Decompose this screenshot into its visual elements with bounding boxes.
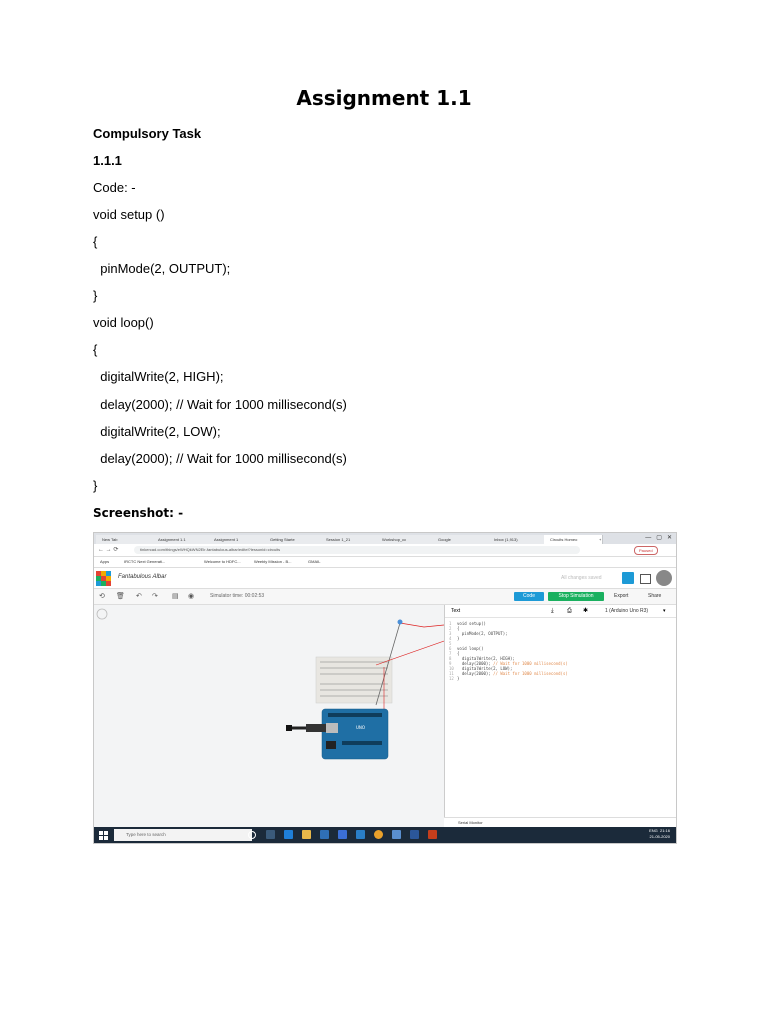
code-editor-line: 1 void setup() xyxy=(449,621,486,626)
code-line: { xyxy=(93,234,98,249)
browser-tab[interactable]: Workshop_cc xyxy=(376,535,435,544)
tinkercad-logo-icon[interactable] xyxy=(96,571,111,586)
serial-monitor-toggle[interactable]: Serial Monitor xyxy=(444,817,677,828)
code-label: Code: - xyxy=(93,180,136,195)
delete-icon[interactable]: 🗑 xyxy=(116,593,125,600)
browser-tab-active[interactable]: Circuits Homeo xyxy=(544,535,603,544)
download-icon[interactable]: ⤓ xyxy=(551,608,554,614)
code-editor-line: 3 pinMode(2, OUTPUT); xyxy=(449,631,508,636)
photos-icon[interactable] xyxy=(392,830,401,839)
chevron-down-icon[interactable]: ▾ xyxy=(663,608,666,614)
code-line: pinMode(2, OUTPUT); xyxy=(93,261,231,276)
bookmark-item[interactable]: Welcome to HDFC... xyxy=(204,559,241,564)
new-tab-icon[interactable]: + xyxy=(599,537,602,542)
bookmarks-bar xyxy=(94,557,676,568)
wire-signal xyxy=(400,623,444,627)
browser-tab[interactable]: Assignment 1 xyxy=(208,535,267,544)
code-line: } xyxy=(93,288,98,303)
tray-language: ENG xyxy=(649,828,658,833)
code-editor-line: 8 digitalWrite(2, HIGH); xyxy=(449,656,515,661)
code-editor-line: 9 delay(2000); // Wait for 1000 millisecond(s) xyxy=(449,661,568,666)
upload-icon[interactable]: ⎙ xyxy=(567,608,572,614)
nav-arrows-icon[interactable]: ← → ⟳ xyxy=(98,547,119,553)
windows-taskbar xyxy=(94,827,676,843)
document-title: Assignment 1.1 xyxy=(296,86,472,110)
browser-tab[interactable]: Google xyxy=(432,535,491,544)
circuit-toolbar xyxy=(94,589,676,605)
cortana-icon[interactable] xyxy=(248,831,256,839)
edge-icon[interactable] xyxy=(284,830,293,839)
circuit-drawing xyxy=(94,605,444,827)
code-line: } xyxy=(93,478,98,493)
browser-tab-strip xyxy=(94,533,676,544)
project-name[interactable]: Fantabulous Albar xyxy=(118,574,167,580)
tray-date: 21-05-2020 xyxy=(649,834,670,839)
code-editor-line: 5 xyxy=(449,641,452,646)
redo-icon[interactable]: ↷ xyxy=(152,593,158,600)
store-icon[interactable] xyxy=(320,830,329,839)
taskbar-search-input[interactable]: Type here to search xyxy=(114,829,252,841)
bookmark-item[interactable]: Weebly Mission - B... xyxy=(254,559,292,564)
code-line: delay(2000); // Wait for 1000 millisecond(s) xyxy=(93,397,347,412)
avatar[interactable] xyxy=(656,570,672,586)
powerpoint-icon[interactable] xyxy=(428,830,437,839)
screenshot-label: Screenshot: - xyxy=(93,506,184,520)
code-editor-line: 12 } xyxy=(449,676,460,681)
code-editor-line: 7 { xyxy=(449,651,460,656)
code-line: digitalWrite(2, HIGH); xyxy=(93,369,224,384)
bookmark-item[interactable]: Apps xyxy=(100,559,110,564)
undo-icon[interactable]: ↶ xyxy=(136,593,142,600)
tray-time: 21:16 xyxy=(659,828,670,833)
chrome-icon[interactable] xyxy=(374,830,383,839)
tinkercad-header xyxy=(94,568,676,589)
browser-tab[interactable]: Getting Starte xyxy=(264,535,323,544)
file-explorer-icon[interactable] xyxy=(302,830,311,839)
wire-to-pin xyxy=(376,641,444,665)
section-heading: Compulsory Task xyxy=(93,126,202,141)
share-button[interactable]: Share xyxy=(648,593,662,599)
bookmark-item[interactable]: GMAIL xyxy=(308,559,321,564)
word-icon[interactable] xyxy=(410,830,419,839)
code-editor-line: 4 } xyxy=(449,636,460,641)
browser-tab[interactable]: New Tab xyxy=(96,535,155,544)
zoom-fit-icon xyxy=(97,609,107,619)
browser-tab[interactable]: Session 1_21 xyxy=(320,535,379,544)
circuit-canvas[interactable] xyxy=(94,605,444,827)
visibility-icon[interactable]: ◉ xyxy=(188,593,195,600)
code-line: { xyxy=(93,342,98,357)
board-select[interactable]: 1 (Arduino Uno R3) xyxy=(605,608,649,614)
code-editor[interactable] xyxy=(449,621,568,681)
browser-tab[interactable]: Inbox (1,913) xyxy=(488,535,547,544)
task-view-icon[interactable] xyxy=(266,830,275,839)
code-line: delay(2000); // Wait for 1000 millisecond(s) xyxy=(93,451,347,466)
export-button[interactable]: Export xyxy=(614,593,629,599)
circuit-view-icon[interactable] xyxy=(622,572,634,584)
window-controls[interactable]: — ▢ ✕ xyxy=(645,535,672,541)
rotate-icon[interactable]: ⟲ xyxy=(99,593,105,600)
code-panel-toolbar xyxy=(445,605,677,618)
address-bar-row xyxy=(94,544,676,557)
bookmark-item[interactable]: IRCTC Next Generati... xyxy=(124,559,166,564)
notes-icon[interactable]: ▤ xyxy=(172,593,179,600)
led-component xyxy=(398,620,403,625)
save-status: All changes saved xyxy=(561,575,602,581)
code-editor-line: 6 void loop() xyxy=(449,646,484,651)
debug-icon[interactable]: ✱ xyxy=(583,608,589,614)
code-line: void setup () xyxy=(93,207,165,222)
browser-tab[interactable]: Assignment 1.1 xyxy=(152,535,211,544)
code-editor-line: 11 delay(2000); // Wait for 1000 millisecond(s) xyxy=(449,671,568,676)
svg-text:UNO: UNO xyxy=(356,725,366,730)
vscode-icon[interactable] xyxy=(356,830,365,839)
url-field[interactable]: tinkercad.com/things/eWHQkWN2Elr-fantabulous-albar/editel?lessonid=circuits xyxy=(134,546,580,554)
code-line: digitalWrite(2, LOW); xyxy=(93,424,221,439)
code-line: void loop() xyxy=(93,315,154,330)
code-panel xyxy=(444,605,677,827)
simulator-time: Simulator time: 00:02:53 xyxy=(210,593,265,599)
embedded-screenshot xyxy=(93,532,677,844)
code-mode-select[interactable]: Text xyxy=(451,608,461,614)
code-editor-line: 10 digitalWrite(2, LOW); xyxy=(449,666,513,671)
system-tray[interactable] xyxy=(649,828,670,840)
subsection-heading: 1.1.1 xyxy=(93,153,122,168)
list-view-icon[interactable] xyxy=(640,574,651,584)
stop-simulation-button[interactable]: Stop Simulation xyxy=(548,592,604,601)
code-button[interactable]: Code xyxy=(514,592,544,601)
code-editor-line: 2 { xyxy=(449,626,460,631)
windows-start-icon[interactable] xyxy=(99,831,107,839)
profile-paused-badge[interactable]: Paused xyxy=(634,546,658,555)
usb-cable xyxy=(306,724,326,732)
mail-icon[interactable] xyxy=(338,830,347,839)
